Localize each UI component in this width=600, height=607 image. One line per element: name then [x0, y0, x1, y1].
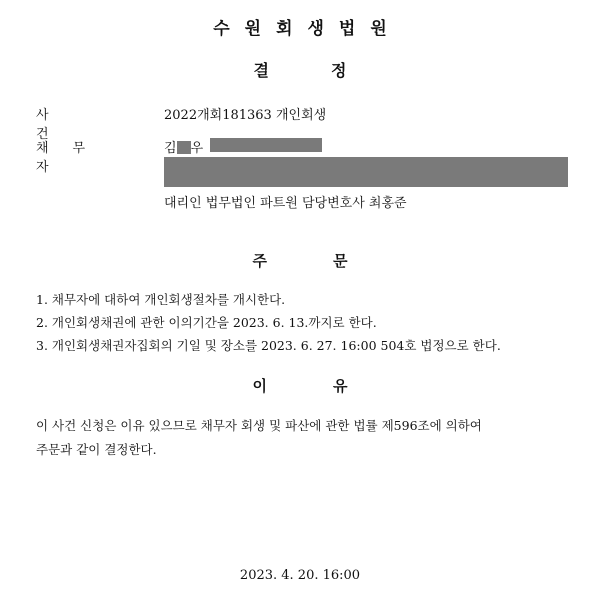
debtor-representative: 대리인 법무법인 파트원 담당변호사 최홍준 — [164, 196, 407, 211]
debtor-id-redaction — [210, 138, 322, 152]
debtor-name-redaction — [177, 141, 191, 154]
reason-line-1: 이 사건 신청은 이유 있으므로 채무자 회생 및 파산에 관한 법률 제596조에 의하여 — [36, 418, 482, 433]
order-item-3: 3. 개인회생채권자집회의 기일 및 장소를 2023. 6. 27. 16:00 504호 법정으로 한다. — [36, 338, 501, 353]
debtor-label — [36, 137, 126, 175]
document-type: 결정 — [253, 61, 409, 80]
debtor-label-text: 채무자 — [36, 141, 110, 175]
case-label-text: 사건 — [36, 108, 89, 142]
reason-line-2: 주문과 같이 결정한다. — [36, 442, 157, 457]
order-item-1: 1. 채무자에 대하여 개인회생절차를 개시한다. — [36, 292, 286, 307]
reason-heading: 이유 — [252, 377, 414, 395]
court-name: 수원회생법원 — [213, 19, 402, 39]
debtor-name-first: 김 — [164, 141, 177, 156]
decision-date: 2023. 4. 20. 16:00 — [239, 568, 361, 583]
order-heading: 주문 — [252, 252, 414, 270]
order-item-2: 2. 개인회생채권에 관한 이의기간을 2023. 6. 13.까지로 한다. — [36, 315, 377, 330]
debtor-name-last: 우 — [190, 141, 204, 156]
case-number: 2022개회181363 개인회생 — [164, 108, 327, 123]
debtor-address-redaction — [164, 157, 568, 187]
debtor-name — [164, 137, 203, 156]
